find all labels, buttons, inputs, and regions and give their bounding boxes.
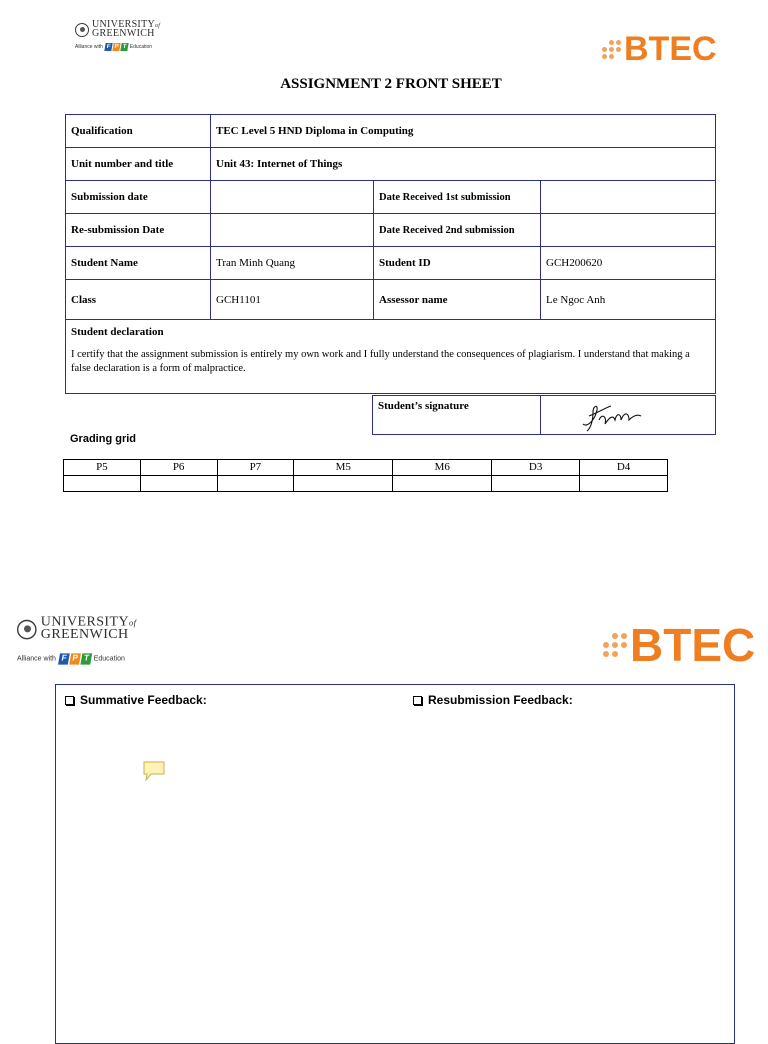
checkbox-icon[interactable] — [65, 696, 74, 705]
class-label: Class — [66, 280, 211, 320]
grade-cell[interactable] — [294, 476, 393, 492]
declaration-cell — [66, 320, 716, 394]
grading-grid — [63, 459, 668, 492]
summative-feedback-label: Summative Feedback: — [80, 693, 207, 707]
grading-grid-label: Grading grid — [70, 433, 136, 445]
university-of: of — [129, 619, 137, 629]
grade-column-header: P7 — [217, 460, 294, 476]
resubmission-date-label: Re-submission Date — [66, 214, 211, 247]
btec-text: BTEC — [630, 619, 756, 671]
signature-label: Student’s signature — [373, 396, 541, 434]
university-logo — [75, 21, 160, 51]
btec-dots-icon — [603, 633, 627, 657]
table-row — [66, 280, 716, 320]
table-row — [66, 148, 716, 181]
grade-column-header: M5 — [294, 460, 393, 476]
grade-column-header: M6 — [393, 460, 492, 476]
class-value: GCH1101 — [211, 280, 374, 320]
date-received-2-field[interactable] — [541, 214, 716, 247]
grade-cell[interactable] — [140, 476, 217, 492]
university-name-line1: UNIVERSITY — [40, 614, 129, 630]
table-row — [66, 320, 716, 394]
student-name-value: Tran Minh Quang — [211, 247, 374, 280]
qualification-value: TEC Level 5 HND Diploma in Computing — [211, 115, 716, 148]
grade-column-header: P6 — [140, 460, 217, 476]
summative-feedback-option[interactable] — [65, 693, 207, 707]
grading-header-row — [64, 460, 668, 476]
table-row — [66, 247, 716, 280]
signature-field[interactable] — [541, 396, 715, 434]
grade-column-header: P5 — [64, 460, 141, 476]
alliance-prefix: Alliance with — [17, 654, 56, 664]
resubmission-feedback-option[interactable] — [413, 693, 573, 707]
signature-box — [372, 395, 716, 435]
grade-cell[interactable] — [580, 476, 668, 492]
date-received-2-label: Date Received 2nd submission — [374, 214, 541, 247]
university-name-line1: UNIVERSITY — [92, 19, 155, 30]
grade-cell[interactable] — [393, 476, 492, 492]
grade-cell[interactable] — [64, 476, 141, 492]
assessor-label: Assessor name — [374, 280, 541, 320]
university-of: of — [155, 23, 161, 29]
alliance-prefix: Alliance with — [75, 44, 103, 50]
handwritten-signature — [577, 398, 647, 434]
date-received-1-label: Date Received 1st submission — [374, 181, 541, 214]
grade-column-header: D3 — [492, 460, 580, 476]
btec-logo — [603, 618, 755, 672]
feedback-box — [55, 684, 735, 1044]
grade-cell[interactable] — [492, 476, 580, 492]
unit-label: Unit number and title — [66, 148, 211, 181]
resubmission-feedback-label: Resubmission Feedback: — [428, 693, 573, 707]
qualification-label: Qualification — [66, 115, 211, 148]
university-name-line2: GREENWICH — [40, 626, 129, 642]
table-row — [66, 181, 716, 214]
table-row — [66, 115, 716, 148]
student-id-label: Student ID — [374, 247, 541, 280]
comment-icon[interactable] — [142, 760, 166, 782]
declaration-heading: Student declaration — [71, 326, 164, 338]
date-received-1-field[interactable] — [541, 181, 716, 214]
alliance-suffix: Education — [93, 654, 125, 664]
crest-icon — [17, 619, 37, 639]
unit-value: Unit 43: Internet of Things — [211, 148, 716, 181]
submission-date-label: Submission date — [66, 181, 211, 214]
fpt-logo: F P T — [59, 653, 91, 664]
submission-date-field[interactable] — [211, 181, 374, 214]
btec-logo — [602, 30, 717, 69]
front-sheet-table — [65, 114, 716, 394]
checkbox-icon[interactable] — [413, 696, 422, 705]
student-id-value: GCH200620 — [541, 247, 716, 280]
declaration-text: I certify that the assignment submission is entirely my own work and I fully understand the consequences of plagiarism. I understand that making a false declaration is a form of malpractice. — [71, 349, 690, 375]
crest-icon — [75, 23, 89, 37]
alliance-suffix: Education — [129, 44, 153, 50]
university-logo — [17, 614, 137, 665]
fpt-logo: F P T — [105, 44, 127, 50]
btec-text: BTEC — [624, 30, 717, 68]
grading-value-row — [64, 476, 668, 492]
page-title: ASSIGNMENT 2 FRONT SHEET — [280, 76, 502, 92]
university-name-line2: GREENWICH — [92, 27, 155, 39]
grade-cell[interactable] — [217, 476, 294, 492]
assessor-value: Le Ngoc Anh — [541, 280, 716, 320]
grade-column-header: D4 — [580, 460, 668, 476]
resubmission-date-field[interactable] — [211, 214, 374, 247]
table-row — [66, 214, 716, 247]
btec-dots-icon — [602, 40, 621, 59]
student-name-label: Student Name — [66, 247, 211, 280]
